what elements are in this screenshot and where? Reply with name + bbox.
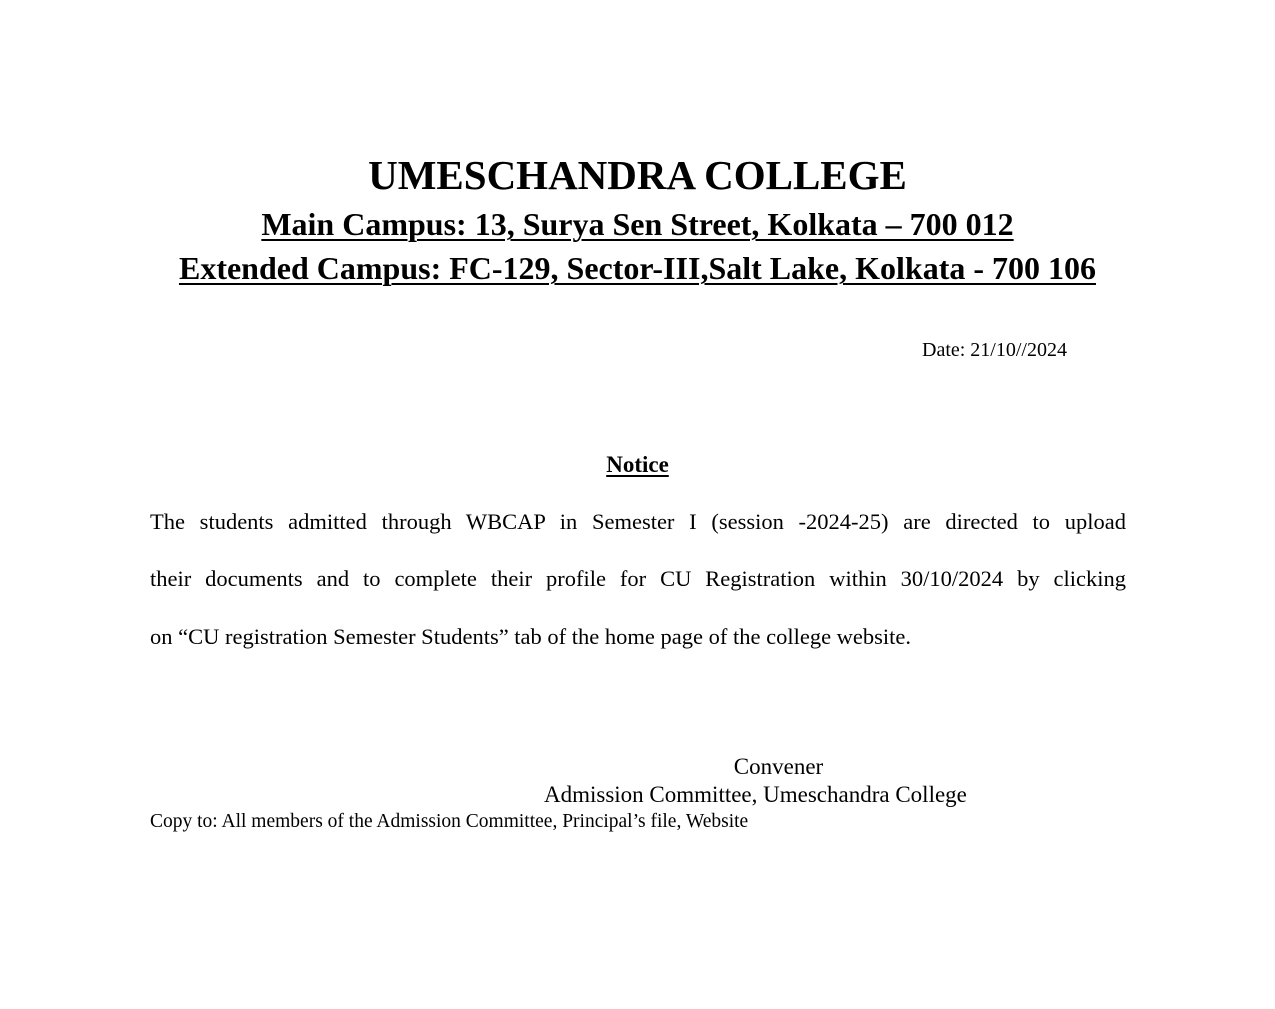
notice-body-line-3: on “CU registration Semester Students” tab of the home page of the college website. [150, 624, 912, 649]
copy-to-line: Copy to: All members of the Admission Committee, Principal’s file, Website [150, 811, 749, 832]
college-name: UMESCHANDRA COLLEGE [368, 152, 907, 198]
extended-campus-address-text: Extended Campus: FC-129, Sector-III,Salt Lake, Kolkata - 700 106 [178, 250, 1097, 286]
main-campus-address-text: Main Campus: 13, Surya Sen Street, Kolkata – 700 012 [261, 206, 1014, 242]
notice-heading-text: Notice [606, 452, 669, 477]
notice-body-line-2: their documents and to complete their profile for CU Registration within 30/10/2024 by clicking [150, 566, 1126, 591]
main-campus-address [0, 205, 1275, 243]
notice-heading [0, 451, 1275, 479]
signatory-title: Convener [733, 754, 824, 779]
signatory-committee: Admission Committee, Umeschandra College [544, 782, 967, 807]
extended-campus-address [0, 249, 1275, 287]
notice-date: Date: 21/10//2024 [922, 339, 1067, 361]
notice-body-line-1: The students admitted through WBCAP in Semester I (session -2024-25) are directed to upload [150, 509, 1126, 534]
